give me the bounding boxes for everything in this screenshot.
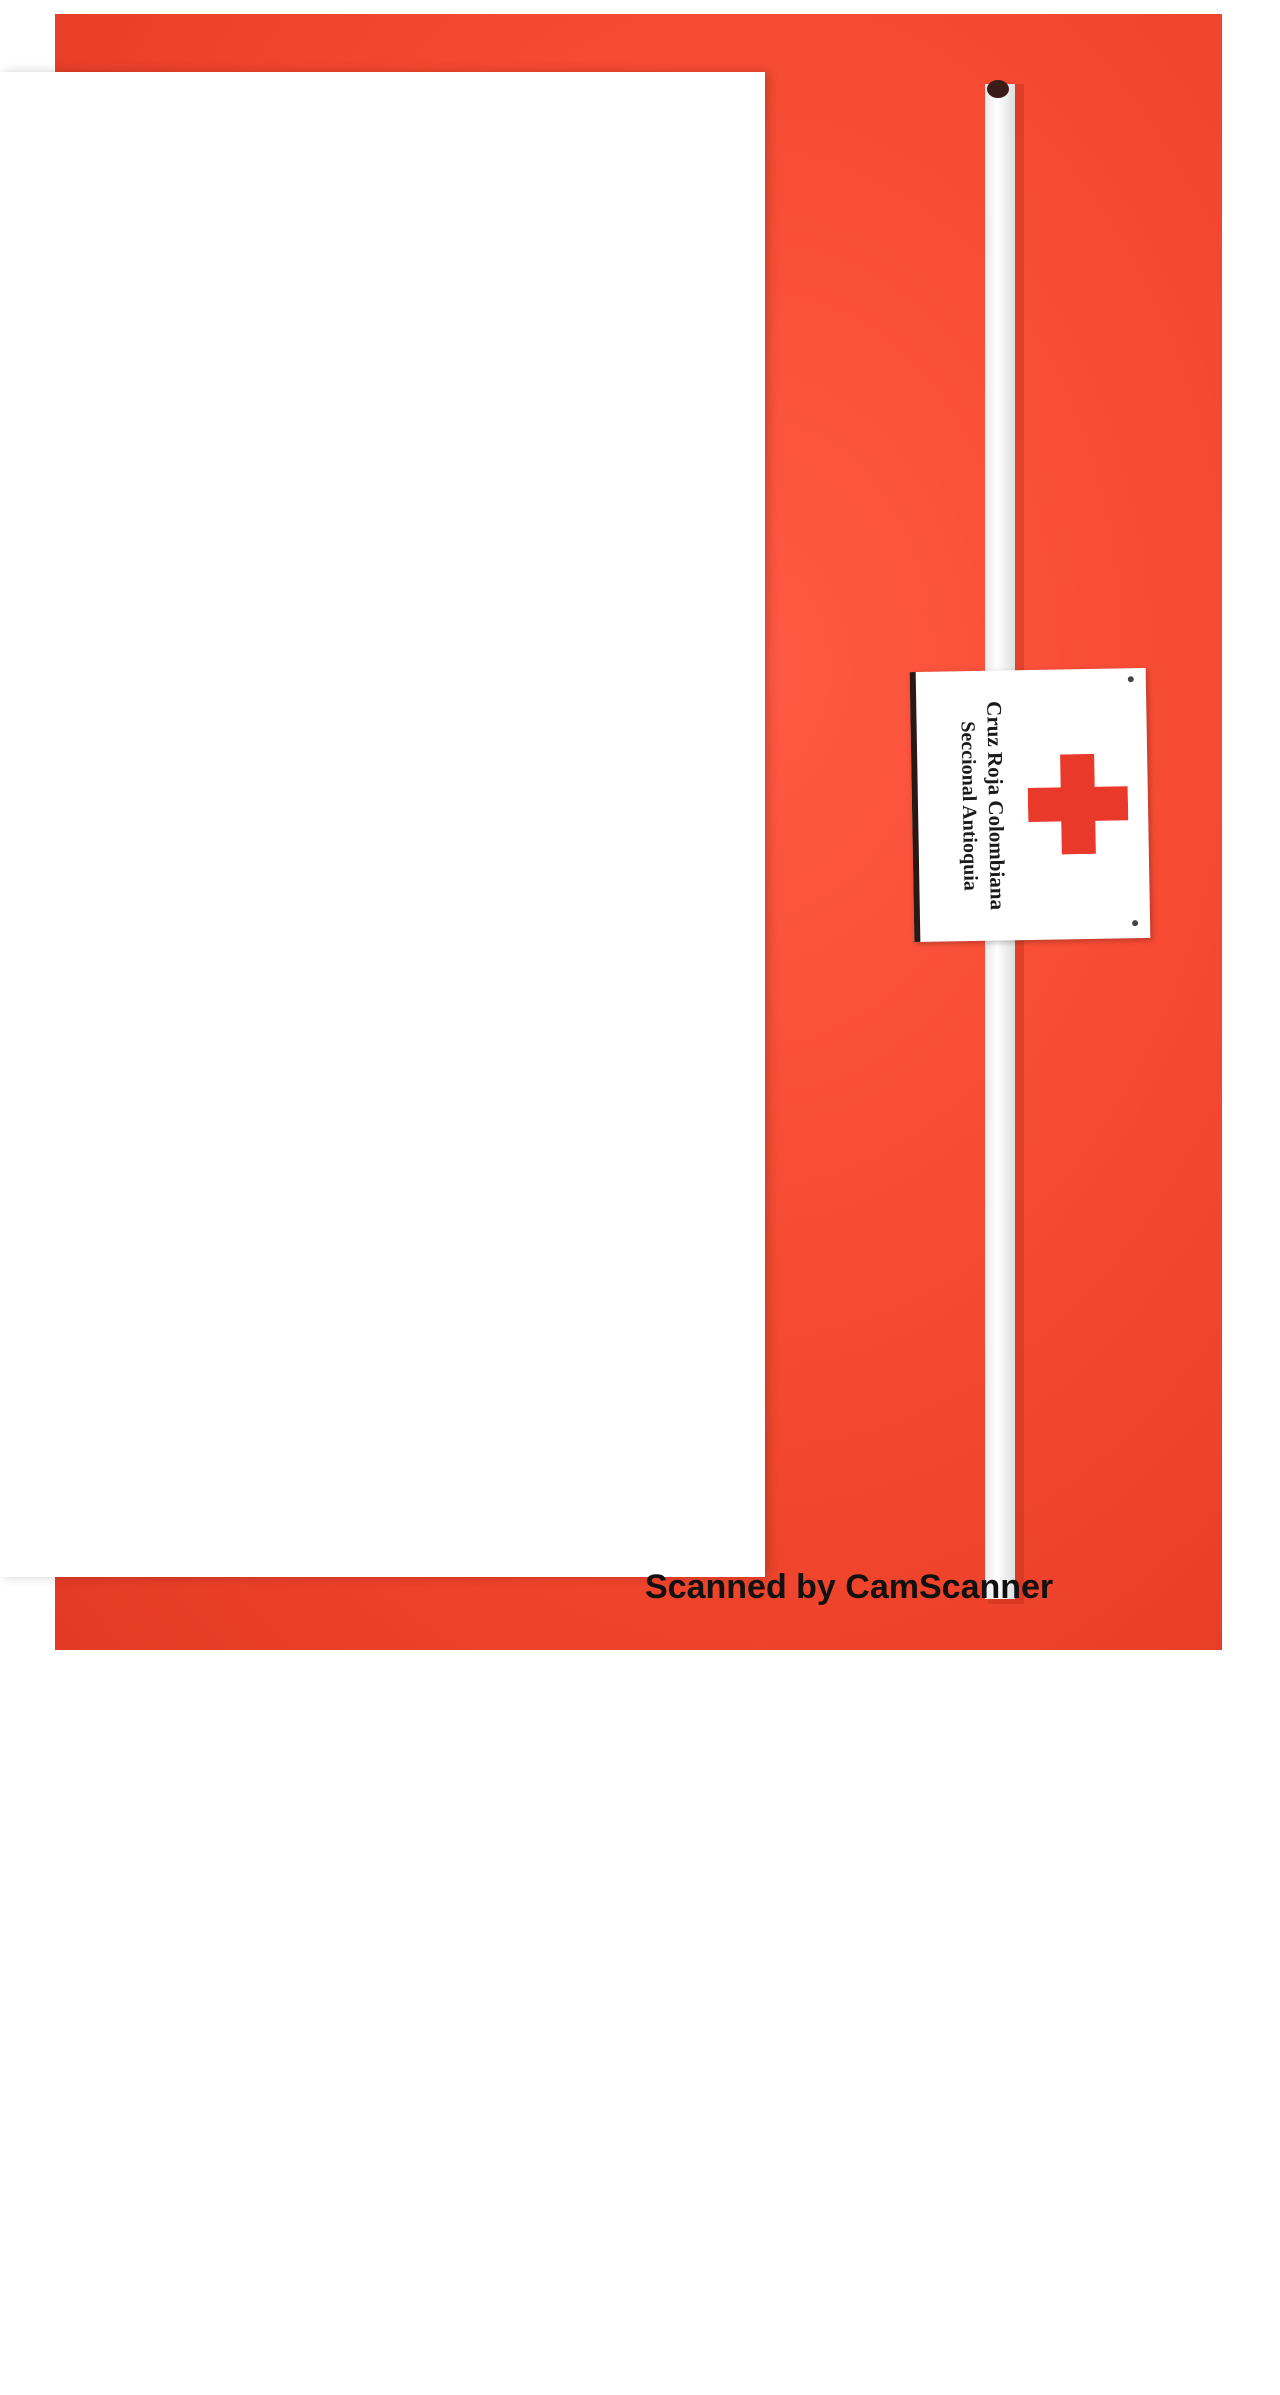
certificate-paper (0, 72, 765, 1577)
pin (987, 80, 1009, 98)
flag-line2: Seccional Antioquia (956, 721, 982, 891)
red-cross-icon (1027, 753, 1129, 855)
red-cross-flag (910, 668, 1151, 942)
flag-content (916, 668, 1151, 942)
flag-line1: Cruz Roja Colombiana (982, 700, 1010, 911)
camscanner-watermark: Scanned by CamScanner (645, 1568, 1054, 1606)
